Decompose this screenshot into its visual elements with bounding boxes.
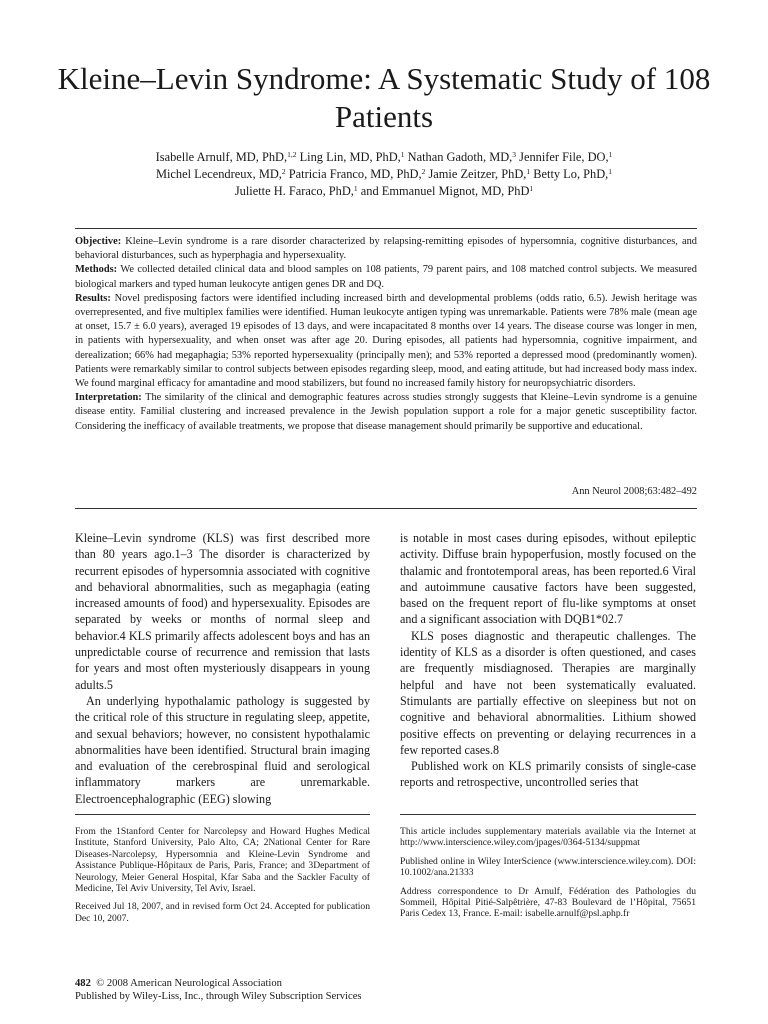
author-affiliation-marker: 1 — [400, 150, 405, 159]
publication-note: Published online in Wiley InterScience (www.interscience.wiley.com). DOI: 10.1002/ana.21333 — [400, 855, 696, 879]
abstract — [75, 235, 697, 434]
abstract-section — [75, 292, 697, 391]
footnote-rule-right — [400, 814, 696, 815]
author-affiliation-marker: 1,2 — [287, 150, 297, 159]
author: Juliette H. Faraco, PhD, — [234, 184, 354, 198]
footnotes-right — [400, 826, 696, 927]
abstract-text: We collected detailed clinical data and blood samples on 108 patients, 79 parent pairs, and 108 matched control subjects. We measured biological markers and typed human leukocyte antigen genes DR and DQ. — [75, 264, 697, 290]
author: Jamie Zeitzer, PhD, — [428, 167, 527, 181]
author: and Emmanuel Mignot, MD, PhD — [360, 184, 530, 198]
author: Jennifer File, DO, — [519, 150, 609, 164]
author-affiliation-marker: 1 — [608, 150, 613, 159]
affiliations-note: From the 1Stanford Center for Narcolepsy and Howard Hughes Medical Institute, Stanford University, Palo Alto, CA; 2National Center for Rare Diseases-Narcolepsy, Hypersomnia and Kleine-Levin Syndrome and Assistance Publique-Hôpitaux de Paris, Paris, France; and 3Department of Neurology, Meier General Hospital, Kfar Saba and the Sackler Faculty of Medicine, Tel Aviv University, Tel Aviv, Israel. — [75, 826, 370, 895]
body-paragraph: An underlying hypothalamic pathology is suggested by the critical role of this structure in regulating sleep, appetite, and sexual behaviors; however, no consistent hypothalamic abnormalities have been identified. Structural brain imaging and evaluation of the cerebrospinal fluid and serological inflammatory markers are unremarkable. Electroencephalographic (EEG) slowing — [75, 693, 370, 806]
author: Patricia Franco, MD, PhD, — [288, 167, 422, 181]
author: Michel Lecendreux, MD, — [155, 167, 282, 181]
abstract-text: Kleine–Levin syndrome is a rare disorder characterized by relapsing-remitting episodes of hypersomnia, cognitive disturbances, and behavioral disturbances, such as hyperphagia and hypersexuality. — [75, 236, 697, 262]
author-affiliation-marker: 1 — [529, 184, 534, 193]
author-affiliation-marker: 2 — [421, 167, 426, 176]
page-number: 482 — [75, 978, 91, 989]
article-title: Kleine–Levin Syndrome: A Systematic Study of 108 Patients — [57, 61, 711, 134]
body-paragraph: Published work on KLS primarily consists of single-case reports and retrospective, uncontrolled series that — [400, 759, 696, 790]
abstract-text: Novel predisposing factors were identified including increased birth and developmental problems (odds ratio, 6.5). Jewish heritage was overrepresented, and five multiplex families were identified. Human leukocyte antigen typing was unremarkable. Patients were 78% male (mean age at onset, 15.7 ± 6.0 years), averaged 19 episodes of 13 days, and were incapacitated 8 months over 14 years. The disease course was longer in men, in patients with hypersexuality, and when onset was after age 20. During episodes, all patients had hypersomnia, cognitive impairment, and derealization; 66% had megaphagia; 53% reported hypersexuality (principally men); and 53% reported a depressed mood (predominantly women). Patients were remarkably similar to control subjects between episodes regarding sleep, mood, and eating attitude, but had increased body mass index. We found marginal efficacy for amantadine and mood stabilizers, but found no increased family history for neuropsychiatric disorders. — [75, 292, 697, 390]
abstract-section — [75, 235, 697, 263]
footnotes-left — [75, 826, 370, 931]
author-affiliation-marker: 3 — [512, 150, 517, 159]
author: Ling Lin, MD, PhD, — [299, 150, 401, 164]
abstract-heading: Results: — [75, 292, 111, 304]
abstract-top-rule — [75, 228, 697, 229]
body-paragraph: KLS poses diagnostic and therapeutic challenges. The identity of KLS as a disorder is often questioned, and cases are frequently misdiagnosed. Therapies are marginally helpful and have not been systematically evaluated. Stimulants are partially effective on sleepiness but not on cognitive and behavioral abnormalities. Lithium showed positive effects on preventing or delaying recurrences in a few reported cases.8 — [400, 628, 696, 757]
abstract-section — [75, 263, 697, 291]
abstract-text: The similarity of the clinical and demographic features across studies strongly suggests that Kleine–Levin syndrome is a genuine disease entity. Familial clustering and increased prevalence in the Jewish population support a role for a major genetic susceptibility factor. Considering the inefficacy of available treatments, we propose that disease management should primarily be supportive and educational. — [75, 392, 697, 432]
author: Nathan Gadoth, MD, — [407, 150, 513, 164]
supplementary-note: This article includes supplementary materials available via the Internet at http://www.interscience.wiley.com/jpages/0364-5134/suppmat — [400, 826, 696, 849]
abstract-section — [75, 391, 697, 434]
footnote-rule-left — [75, 814, 370, 815]
abstract-heading: Methods: — [75, 264, 118, 276]
journal-citation: Ann Neurol 2008;63:482–492 — [571, 486, 697, 497]
body-column-left — [75, 530, 370, 807]
abstract-heading: Interpretation: — [75, 392, 142, 404]
body-paragraph: is notable in most cases during episodes, without epileptic activity. Diffuse brain hypoperfusion, mostly focused on the thalamic and frontotemporal areas, has been reported.6 Viral and autoimmune causative factors have been suggested, based on the frequent report of flu-like symptoms at onset and a significant association with DQB1*02.7 — [400, 531, 696, 627]
abstract-heading: Objective: — [75, 236, 122, 247]
received-note: Received Jul 18, 2007, and in revised form Oct 24. Accepted for publication Dec 10, 2007. — [75, 901, 370, 924]
author: Isabelle Arnulf, MD, PhD, — [155, 150, 288, 164]
author-affiliation-marker: 1 — [353, 184, 358, 193]
correspondence-note: Address correspondence to Dr Arnulf, Fédération des Pathologies du Sommeil, Hôpital Pitié-Salpêtrière, 47-83 Boulevard de l’Hôpital, 75651 Paris Cedex 13, France. E-mail: isabelle.arnulf@psl.aphp.fr — [400, 885, 696, 920]
author-affiliation-marker: 1 — [608, 167, 613, 176]
abstract-bottom-rule — [75, 508, 697, 509]
publisher-line: Published by Wiley-Liss, Inc., through Wiley Subscription Services — [75, 991, 362, 1002]
author-affiliation-marker: 1 — [526, 167, 531, 176]
author-affiliation-marker: 2 — [281, 167, 286, 176]
body-paragraph: Kleine–Levin syndrome (KLS) was first described more than 80 years ago.1–3 The disorder is characterized by recurrent episodes of hypersomnia associated with cognitive and behavioral abnormalities, such as megaphagia (eating increased amounts of food) and hypersexuality. Episodes are separated by weeks or months of normal sleep and behavior.4 KLS primarily affects adolescent boys and has an unpredictable course of recurrence and remission that lasts for years and most often mysteriously disappears in young adults.5 — [75, 531, 370, 692]
copyright: © 2008 American Neurological Association — [96, 978, 282, 989]
body-column-right — [400, 530, 696, 791]
page-footer — [75, 977, 362, 1003]
author: Betty Lo, PhD, — [533, 167, 609, 181]
author-list — [40, 149, 728, 200]
